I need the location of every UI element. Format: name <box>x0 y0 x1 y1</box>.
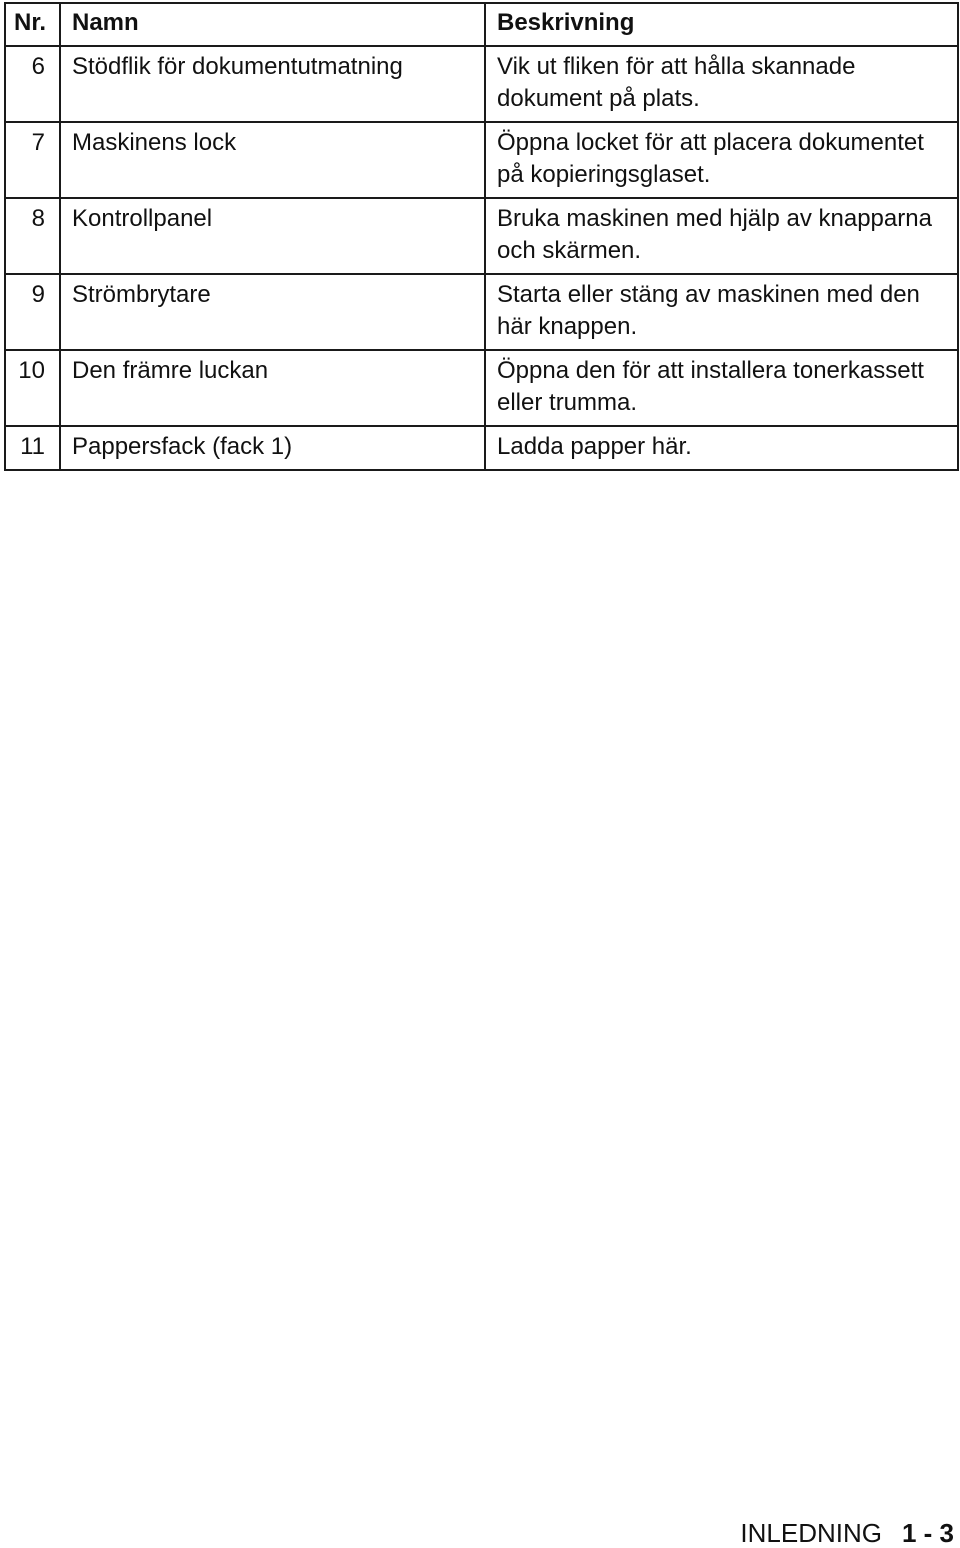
row-nr: 8 <box>5 198 60 274</box>
row-description: Öppna locket för att placera dokumentet på kopieringsglaset. <box>485 122 958 198</box>
table-row <box>5 122 958 198</box>
row-nr: 7 <box>5 122 60 198</box>
footer-chapter-title: INLEDNING <box>740 1518 882 1548</box>
row-name: Pappersfack (fack 1) <box>60 426 485 470</box>
row-nr: 11 <box>5 426 60 470</box>
header-name: Namn <box>60 3 485 46</box>
table-row <box>5 350 958 426</box>
row-description: Öppna den för att installera tonerkassett eller trumma. <box>485 350 958 426</box>
row-name: Strömbrytare <box>60 274 485 350</box>
table-row <box>5 426 958 470</box>
table-row <box>5 198 958 274</box>
footer-page-number: 1 - 3 <box>901 1518 954 1548</box>
page-footer <box>740 1518 954 1548</box>
row-description: Starta eller stäng av maskinen med den här knappen. <box>485 274 958 350</box>
header-nr: Nr. <box>5 3 60 46</box>
row-name: Den främre luckan <box>60 350 485 426</box>
row-name: Maskinens lock <box>60 122 485 198</box>
row-description: Vik ut fliken för att hålla skannade dokument på plats. <box>485 46 958 122</box>
row-nr: 10 <box>5 350 60 426</box>
row-name: Kontrollpanel <box>60 198 485 274</box>
row-nr: 9 <box>5 274 60 350</box>
table-row <box>5 274 958 350</box>
row-name: Stödflik för dokumentutmatning <box>60 46 485 122</box>
row-description: Bruka maskinen med hjälp av knapparna och skärmen. <box>485 198 958 274</box>
table-header-row <box>5 3 958 46</box>
header-description: Beskrivning <box>485 3 958 46</box>
table-row <box>5 46 958 122</box>
row-nr: 6 <box>5 46 60 122</box>
row-description: Ladda papper här. <box>485 426 958 470</box>
parts-table <box>4 2 959 471</box>
